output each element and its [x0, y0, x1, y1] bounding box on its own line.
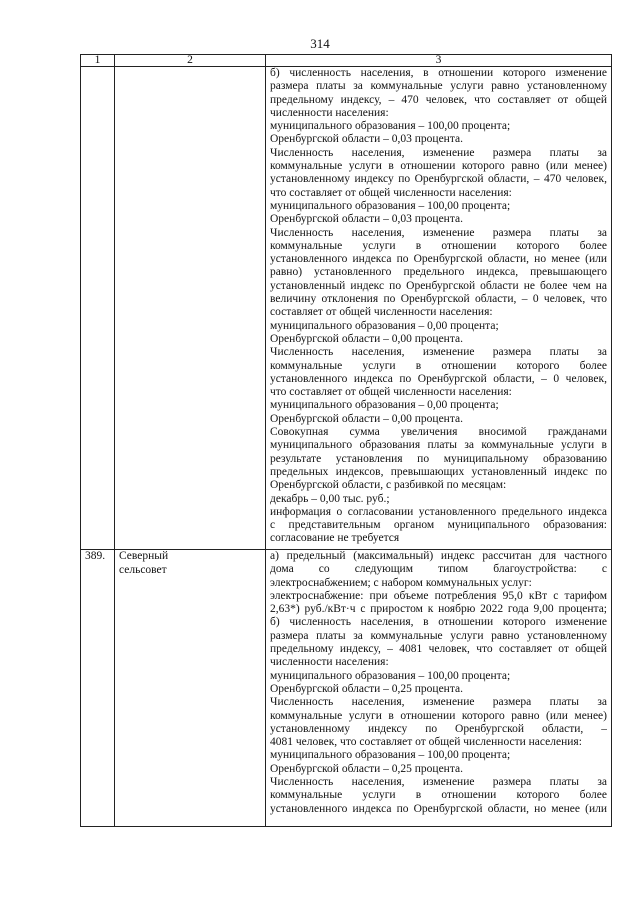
text-line: электроснабжением; с набором коммунальных услуг:	[270, 576, 532, 589]
text-line: величину отклонения по Оренбургской области, – 0 человек, что	[270, 293, 607, 306]
text-line: предельному индексу, – 470 человек, что составляет от общей	[270, 93, 607, 106]
text-line: с представительным органом муниципального образования:	[270, 519, 607, 532]
row-number-cell: 389.	[81, 550, 115, 827]
text-line: установленного индекса по Оренбургской области, но менее (или	[270, 802, 607, 815]
text-line: Численность населения, изменение размера платы за	[270, 146, 607, 159]
row-name-cell	[115, 550, 266, 827]
text-line: Оренбургской области – 0,03 процента.	[270, 133, 463, 146]
text-line: б) численность населения, в отношении которого изменение	[270, 67, 607, 79]
text-line: равно) установленного предельного индекса, превышающего	[270, 266, 607, 279]
text-line: Оренбургской области – 0,03 процента.	[270, 213, 463, 226]
text-line: 4081 человек, что составляет от общей численности населения:	[270, 736, 582, 749]
continuation-text	[270, 67, 607, 546]
text-line: 2,63*) руб./кВт·ч с приростом к ноябрю 2022 года 9,00 процента;	[270, 603, 607, 616]
text-line: коммунальные услуги в отношении которого равно (или менее)	[270, 160, 607, 173]
text-line: предельных индексов, превышающих установленный индекс по	[270, 465, 607, 478]
table-row-389	[81, 550, 612, 827]
text-line: Численность населения, изменение размера платы за	[270, 346, 607, 359]
text-line: размера платы за коммунальные услуги равно установленному	[270, 80, 607, 93]
text-line: установленному индексу по Оренбургской области, –	[270, 722, 607, 735]
text-line: коммунальные услуги в отношении которого равно (или менее)	[270, 709, 607, 722]
text-line: а) предельный (максимальный) индекс рассчитан для частного	[270, 550, 607, 562]
table-row-continuation	[81, 67, 612, 550]
municipality-name-line: Северный	[119, 550, 169, 562]
text-line: размера платы за коммунальные услуги равно установленному	[270, 629, 607, 642]
text-line: согласование не требуется	[270, 532, 400, 545]
text-line: муниципального образования – 100,00 процента;	[270, 120, 511, 133]
document-table	[80, 54, 612, 827]
text-line: Оренбургской области – 0,00 процента.	[270, 412, 463, 425]
text-line: результате установления по муниципальному образованию	[270, 452, 607, 465]
row-389-text	[270, 550, 607, 816]
text-line: Численность населения, изменение размера платы за	[270, 776, 607, 789]
text-line: коммунальные услуги в отношении которого более	[270, 789, 607, 802]
text-line: Численность населения, изменение размера платы за	[270, 696, 607, 709]
text-line: Совокупная сумма увеличения вносимой гражданами	[270, 426, 607, 439]
text-line: составляет от общей численности населения:	[270, 306, 493, 319]
text-line: предельному индексу, – 4081 человек, что составляет от общей	[270, 643, 607, 656]
text-line: электроснабжение: при объеме потребления 95,0 кВт с тарифом	[270, 589, 607, 602]
text-line: коммунальные услуги в отношении которого более	[270, 359, 607, 372]
text-line: установленному индексу по Оренбургской области, – 470 человек,	[270, 173, 607, 186]
row-name-cell	[115, 67, 266, 550]
text-line: установленного индекса по Оренбургской области, – 0 человек,	[270, 372, 607, 385]
text-line: что составляет от общей численности населения:	[270, 386, 512, 399]
text-line: муниципального образования платы за коммунальные услуги в	[270, 439, 607, 452]
column-header-3: 3	[266, 55, 612, 67]
text-line: численности населения:	[270, 656, 389, 669]
text-line: дома со следующим типом благоустройства: с	[270, 563, 607, 576]
text-line: декабрь – 0,00 тыс. руб.;	[270, 492, 390, 505]
text-line: установленного индекса по Оренбургской области, но менее (или	[270, 253, 607, 266]
text-line: коммунальные услуги в отношении которого более	[270, 239, 607, 252]
text-line: б) численность населения, в отношении которого изменение	[270, 616, 607, 629]
row-content-cell	[266, 550, 612, 827]
text-line: муниципального образования – 100,00 процента;	[270, 669, 511, 682]
row-number-cell	[81, 67, 115, 550]
column-header-2: 2	[115, 55, 266, 67]
text-line: муниципального образования – 100,00 процента;	[270, 749, 511, 762]
column-header-1: 1	[81, 55, 115, 67]
text-line: Оренбургской области – 0,25 процента.	[270, 762, 463, 775]
page-number: 314	[310, 36, 330, 51]
table-header-row	[81, 55, 612, 67]
text-line: Оренбургской области – 0,25 процента.	[270, 682, 463, 695]
row-content-cell	[266, 67, 612, 550]
municipality-name-line: сельсовет	[119, 563, 167, 576]
text-line: установленный индекс по Оренбургской области не более чем на	[270, 279, 607, 292]
text-line: что составляет от общей численности населения:	[270, 186, 512, 199]
text-line: Оренбургской области – 0,00 процента.	[270, 332, 463, 345]
text-line: Оренбургской области, с разбивкой по месяцам:	[270, 479, 507, 492]
text-line: численности населения:	[270, 106, 389, 119]
text-line: муниципального образования – 0,00 процента;	[270, 319, 499, 332]
text-line: информация о согласовании установленного предельного индекса	[270, 505, 607, 518]
text-line: Численность населения, изменение размера платы за	[270, 226, 607, 239]
text-line: муниципального образования – 0,00 процента;	[270, 399, 499, 412]
text-line: муниципального образования – 100,00 процента;	[270, 199, 511, 212]
